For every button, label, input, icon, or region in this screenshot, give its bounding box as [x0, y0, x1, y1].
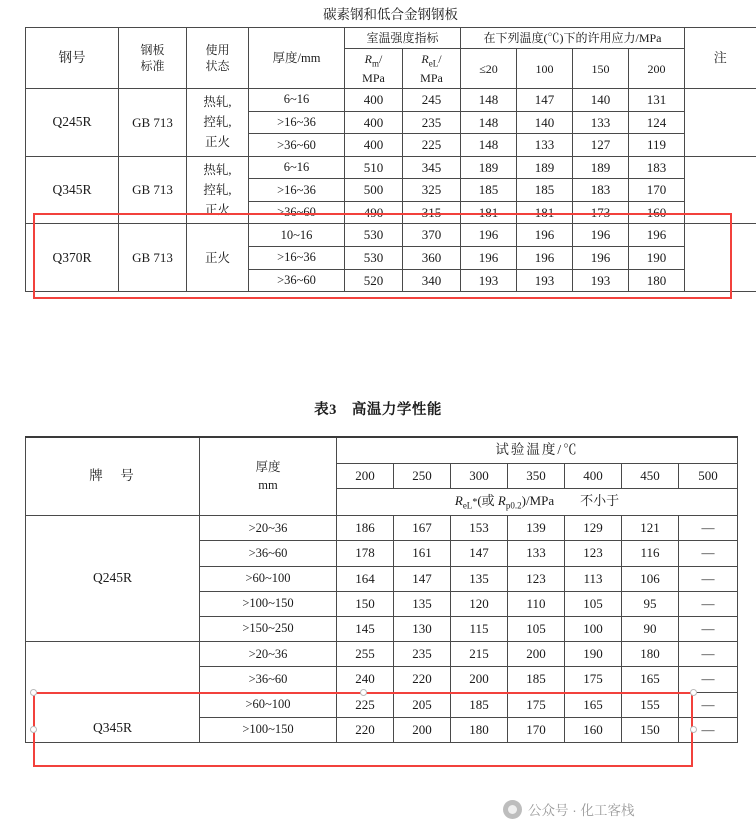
table2-value-300: 147: [451, 541, 508, 566]
table2-caption: 表3 高温力学性能: [314, 402, 442, 418]
table2-value-200: 240: [337, 667, 394, 692]
table1-stress-200: 190: [629, 246, 685, 269]
table2-thickness: >100~150: [200, 591, 337, 616]
selection-handle-middle-left[interactable]: [30, 726, 37, 733]
table2-value-300: 135: [451, 566, 508, 591]
table1-stress-20: 185: [461, 179, 517, 202]
table1-header-temp-20: ≤20: [461, 49, 517, 89]
table1-rel: 225: [403, 134, 461, 157]
table2-header-temp-300: 300: [451, 463, 508, 488]
table2-value-450: 116: [622, 541, 679, 566]
table2-value-200: 178: [337, 541, 394, 566]
table2-value-250: 130: [394, 617, 451, 642]
table2-value-300: 200: [451, 667, 508, 692]
table2-thickness: >60~100: [200, 692, 337, 717]
table1-rel: 245: [403, 89, 461, 112]
table1-stress-200: 170: [629, 179, 685, 202]
table2-value-500: —: [679, 566, 738, 591]
table1-stress-100: 196: [517, 246, 573, 269]
table1-thickness: >16~36: [249, 246, 345, 269]
table2-value-350: 123: [508, 566, 565, 591]
table-row: [26, 156, 756, 179]
table2-value-500: —: [679, 692, 738, 717]
table1-rel: 235: [403, 111, 461, 134]
table2-value-350: 105: [508, 617, 565, 642]
table2-value-400: 165: [565, 692, 622, 717]
table2-value-250: 220: [394, 667, 451, 692]
table1-stress-200: 124: [629, 111, 685, 134]
table1-standard-q245r: GB 713: [119, 89, 187, 157]
table2-value-450: 90: [622, 617, 679, 642]
table1-note-cell: [685, 89, 756, 157]
table1-header-rm: $R_m/$ MPa: [345, 49, 403, 89]
selection-handle-top-left[interactable]: [30, 689, 37, 696]
table1-rm: 500: [345, 179, 403, 202]
table2-header-temp-200: 200: [337, 463, 394, 488]
table2-header-grade: 牌 号: [26, 437, 200, 516]
table2-value-400: 129: [565, 516, 622, 541]
table2-value-200: 145: [337, 617, 394, 642]
table2-value-200: 186: [337, 516, 394, 541]
table1-rel: 325: [403, 179, 461, 202]
table1-thickness: 10~16: [249, 224, 345, 247]
table2-value-350: 133: [508, 541, 565, 566]
table1-stress-150: 193: [573, 269, 629, 292]
table2-value-300: 120: [451, 591, 508, 616]
table2-value-350: 170: [508, 717, 565, 742]
table2-value-450: 106: [622, 566, 679, 591]
table2-thickness: >20~36: [200, 642, 337, 667]
table2-value-250: 205: [394, 692, 451, 717]
table1-rm: 400: [345, 111, 403, 134]
table2-value-200: 164: [337, 566, 394, 591]
table1-stress-150: 196: [573, 224, 629, 247]
table2-thickness: >100~150: [200, 717, 337, 742]
table1-stress-20: 193: [461, 269, 517, 292]
table1-thickness: >16~36: [249, 179, 345, 202]
table1-title: 碳素钢和低合金钢钢板: [26, 4, 756, 28]
table1-state-q245r: 热轧, 控轧, 正火: [187, 89, 249, 157]
table1-rm: 400: [345, 89, 403, 112]
table1-rm: 400: [345, 134, 403, 157]
table1-header-temp-150: 150: [573, 49, 629, 89]
table2-value-250: 235: [394, 642, 451, 667]
table1-stress-200: 183: [629, 156, 685, 179]
table1-rel: 370: [403, 224, 461, 247]
table2-header-rel-note: $R_{eL}*$(或 $R_{p0.2}$)/MPa 不小于: [337, 489, 738, 516]
table2-value-200: 150: [337, 591, 394, 616]
table1-stress-100: 147: [517, 89, 573, 112]
table1-rel: 315: [403, 201, 461, 224]
table1-thickness: 6~16: [249, 156, 345, 179]
table1-standard-q370r: GB 713: [119, 224, 187, 292]
table1-note-cell: [685, 224, 756, 292]
table1-rm: 530: [345, 224, 403, 247]
table1-header-temp-100: 100: [517, 49, 573, 89]
table1-stress-100: 133: [517, 134, 573, 157]
table1-stress-100: 196: [517, 224, 573, 247]
table-row: [26, 224, 756, 247]
watermark-logo-icon: [503, 800, 522, 819]
table1-stress-150: 127: [573, 134, 629, 157]
table2-value-500: —: [679, 717, 738, 742]
table1-stress-150: 183: [573, 179, 629, 202]
table-row: [26, 516, 738, 541]
table2-value-450: 165: [622, 667, 679, 692]
table2-value-450: 150: [622, 717, 679, 742]
table2-value-300: 185: [451, 692, 508, 717]
table1-stress-150: 133: [573, 111, 629, 134]
table-carbon-steel-plate: [25, 4, 756, 292]
table2-value-400: 113: [565, 566, 622, 591]
table2-header-temp-500: 500: [679, 463, 738, 488]
table1-rm: 510: [345, 156, 403, 179]
table1-grade-q370r: Q370R: [26, 224, 119, 292]
table2-value-500: —: [679, 541, 738, 566]
table2-value-200: 225: [337, 692, 394, 717]
table2-value-250: 135: [394, 591, 451, 616]
table2-thickness: >60~100: [200, 566, 337, 591]
table1-grade-q345r: Q345R: [26, 156, 119, 224]
table2-thickness: >150~250: [200, 617, 337, 642]
table1-thickness: >36~60: [249, 134, 345, 157]
table1-stress-150: 140: [573, 89, 629, 112]
table2-value-500: —: [679, 667, 738, 692]
table1-rm: 490: [345, 201, 403, 224]
table2-value-450: 121: [622, 516, 679, 541]
table2-header-thickness: 厚度 mm: [200, 437, 337, 516]
table1-header-state: 使用 状态: [187, 28, 249, 89]
table1-stress-20: 196: [461, 224, 517, 247]
table1-rel: 360: [403, 246, 461, 269]
table2-value-300: 153: [451, 516, 508, 541]
table1-stress-100: 189: [517, 156, 573, 179]
table1-state-q345r: 热轧, 控轧, 正火: [187, 156, 249, 224]
selection-handle-top-right[interactable]: [690, 689, 697, 696]
table2-grade-q245r: Q245R: [26, 516, 200, 642]
table2-value-350: 185: [508, 667, 565, 692]
table1-header-note: 注: [685, 28, 756, 89]
selection-handle-top-center[interactable]: [360, 689, 367, 696]
table2-value-400: 100: [565, 617, 622, 642]
table1-standard-q345r: GB 713: [119, 156, 187, 224]
table-row: [26, 642, 738, 667]
table2-thickness: >36~60: [200, 667, 337, 692]
table1-header-rel: $R_{eL}/$ MPa: [403, 49, 461, 89]
table1-header-room-temp-group: 室温强度指标: [345, 28, 461, 49]
table1-stress-200: 131: [629, 89, 685, 112]
table1-stress-20: 196: [461, 246, 517, 269]
table2-value-250: 161: [394, 541, 451, 566]
table2-value-350: 110: [508, 591, 565, 616]
table2-value-200: 220: [337, 717, 394, 742]
table1-header-temp-group: 在下列温度(℃)下的许用应力/MPa: [461, 28, 685, 49]
table2-header-temp-400: 400: [565, 463, 622, 488]
table1-stress-20: 189: [461, 156, 517, 179]
table1-thickness: >36~60: [249, 269, 345, 292]
table2-header-temp-350: 350: [508, 463, 565, 488]
table2-value-350: 175: [508, 692, 565, 717]
table2-header-test-temp: 试验温度/℃: [337, 437, 738, 463]
table2-value-300: 180: [451, 717, 508, 742]
table-high-temp-mechanical-properties: [25, 436, 738, 743]
table1-note-cell: [685, 156, 756, 224]
table2-thickness: >36~60: [200, 541, 337, 566]
table1-stress-150: 196: [573, 246, 629, 269]
table1-stress-100: 140: [517, 111, 573, 134]
table2-value-500: —: [679, 617, 738, 642]
table1-stress-100: 193: [517, 269, 573, 292]
table2-value-350: 200: [508, 642, 565, 667]
table1-stress-100: 181: [517, 201, 573, 224]
table2-value-250: 147: [394, 566, 451, 591]
table2-thickness: >20~36: [200, 516, 337, 541]
table1-rm: 530: [345, 246, 403, 269]
table1-grade-q245r: Q245R: [26, 89, 119, 157]
table2-value-300: 115: [451, 617, 508, 642]
watermark: [503, 799, 635, 819]
table2-value-250: 200: [394, 717, 451, 742]
table2-value-450: 155: [622, 692, 679, 717]
table2-grade-q345r: Q345R: [26, 642, 200, 743]
table2-value-400: 105: [565, 591, 622, 616]
table1-header-temp-200: 200: [629, 49, 685, 89]
table1-stress-200: 180: [629, 269, 685, 292]
table1-stress-20: 148: [461, 134, 517, 157]
table2-value-500: —: [679, 642, 738, 667]
table1-stress-200: 119: [629, 134, 685, 157]
table1-thickness: >16~36: [249, 111, 345, 134]
watermark-text: 公众号 · 化工客栈: [528, 803, 635, 818]
table1-stress-150: 189: [573, 156, 629, 179]
table2-header-temp-250: 250: [394, 463, 451, 488]
table2-value-500: —: [679, 591, 738, 616]
table1-stress-200: 160: [629, 201, 685, 224]
table1-stress-20: 181: [461, 201, 517, 224]
table1-stress-150: 173: [573, 201, 629, 224]
table1-state-q370r: 正火: [187, 224, 249, 292]
table1-rel: 345: [403, 156, 461, 179]
table1-stress-100: 185: [517, 179, 573, 202]
table2-value-400: 175: [565, 667, 622, 692]
table2-value-400: 123: [565, 541, 622, 566]
table-row: [26, 89, 756, 112]
table1-header-standard: 钢板 标准: [119, 28, 187, 89]
table2-header-temp-450: 450: [622, 463, 679, 488]
table2-value-450: 95: [622, 591, 679, 616]
table2-value-250: 167: [394, 516, 451, 541]
table1-thickness: >36~60: [249, 201, 345, 224]
table1-rm: 520: [345, 269, 403, 292]
table1-stress-20: 148: [461, 111, 517, 134]
table1-thickness: 6~16: [249, 89, 345, 112]
table1-rel: 340: [403, 269, 461, 292]
table1-header-grade: 钢号: [26, 28, 119, 89]
selection-handle-middle-right[interactable]: [690, 726, 697, 733]
table2-value-350: 139: [508, 516, 565, 541]
table2-value-450: 180: [622, 642, 679, 667]
table2-value-400: 190: [565, 642, 622, 667]
table2-value-400: 160: [565, 717, 622, 742]
table2-value-200: 255: [337, 642, 394, 667]
table2-value-500: —: [679, 516, 738, 541]
table1-header-thickness: 厚度/mm: [249, 28, 345, 89]
table2-value-300: 215: [451, 642, 508, 667]
table1-stress-200: 196: [629, 224, 685, 247]
table1-stress-20: 148: [461, 89, 517, 112]
